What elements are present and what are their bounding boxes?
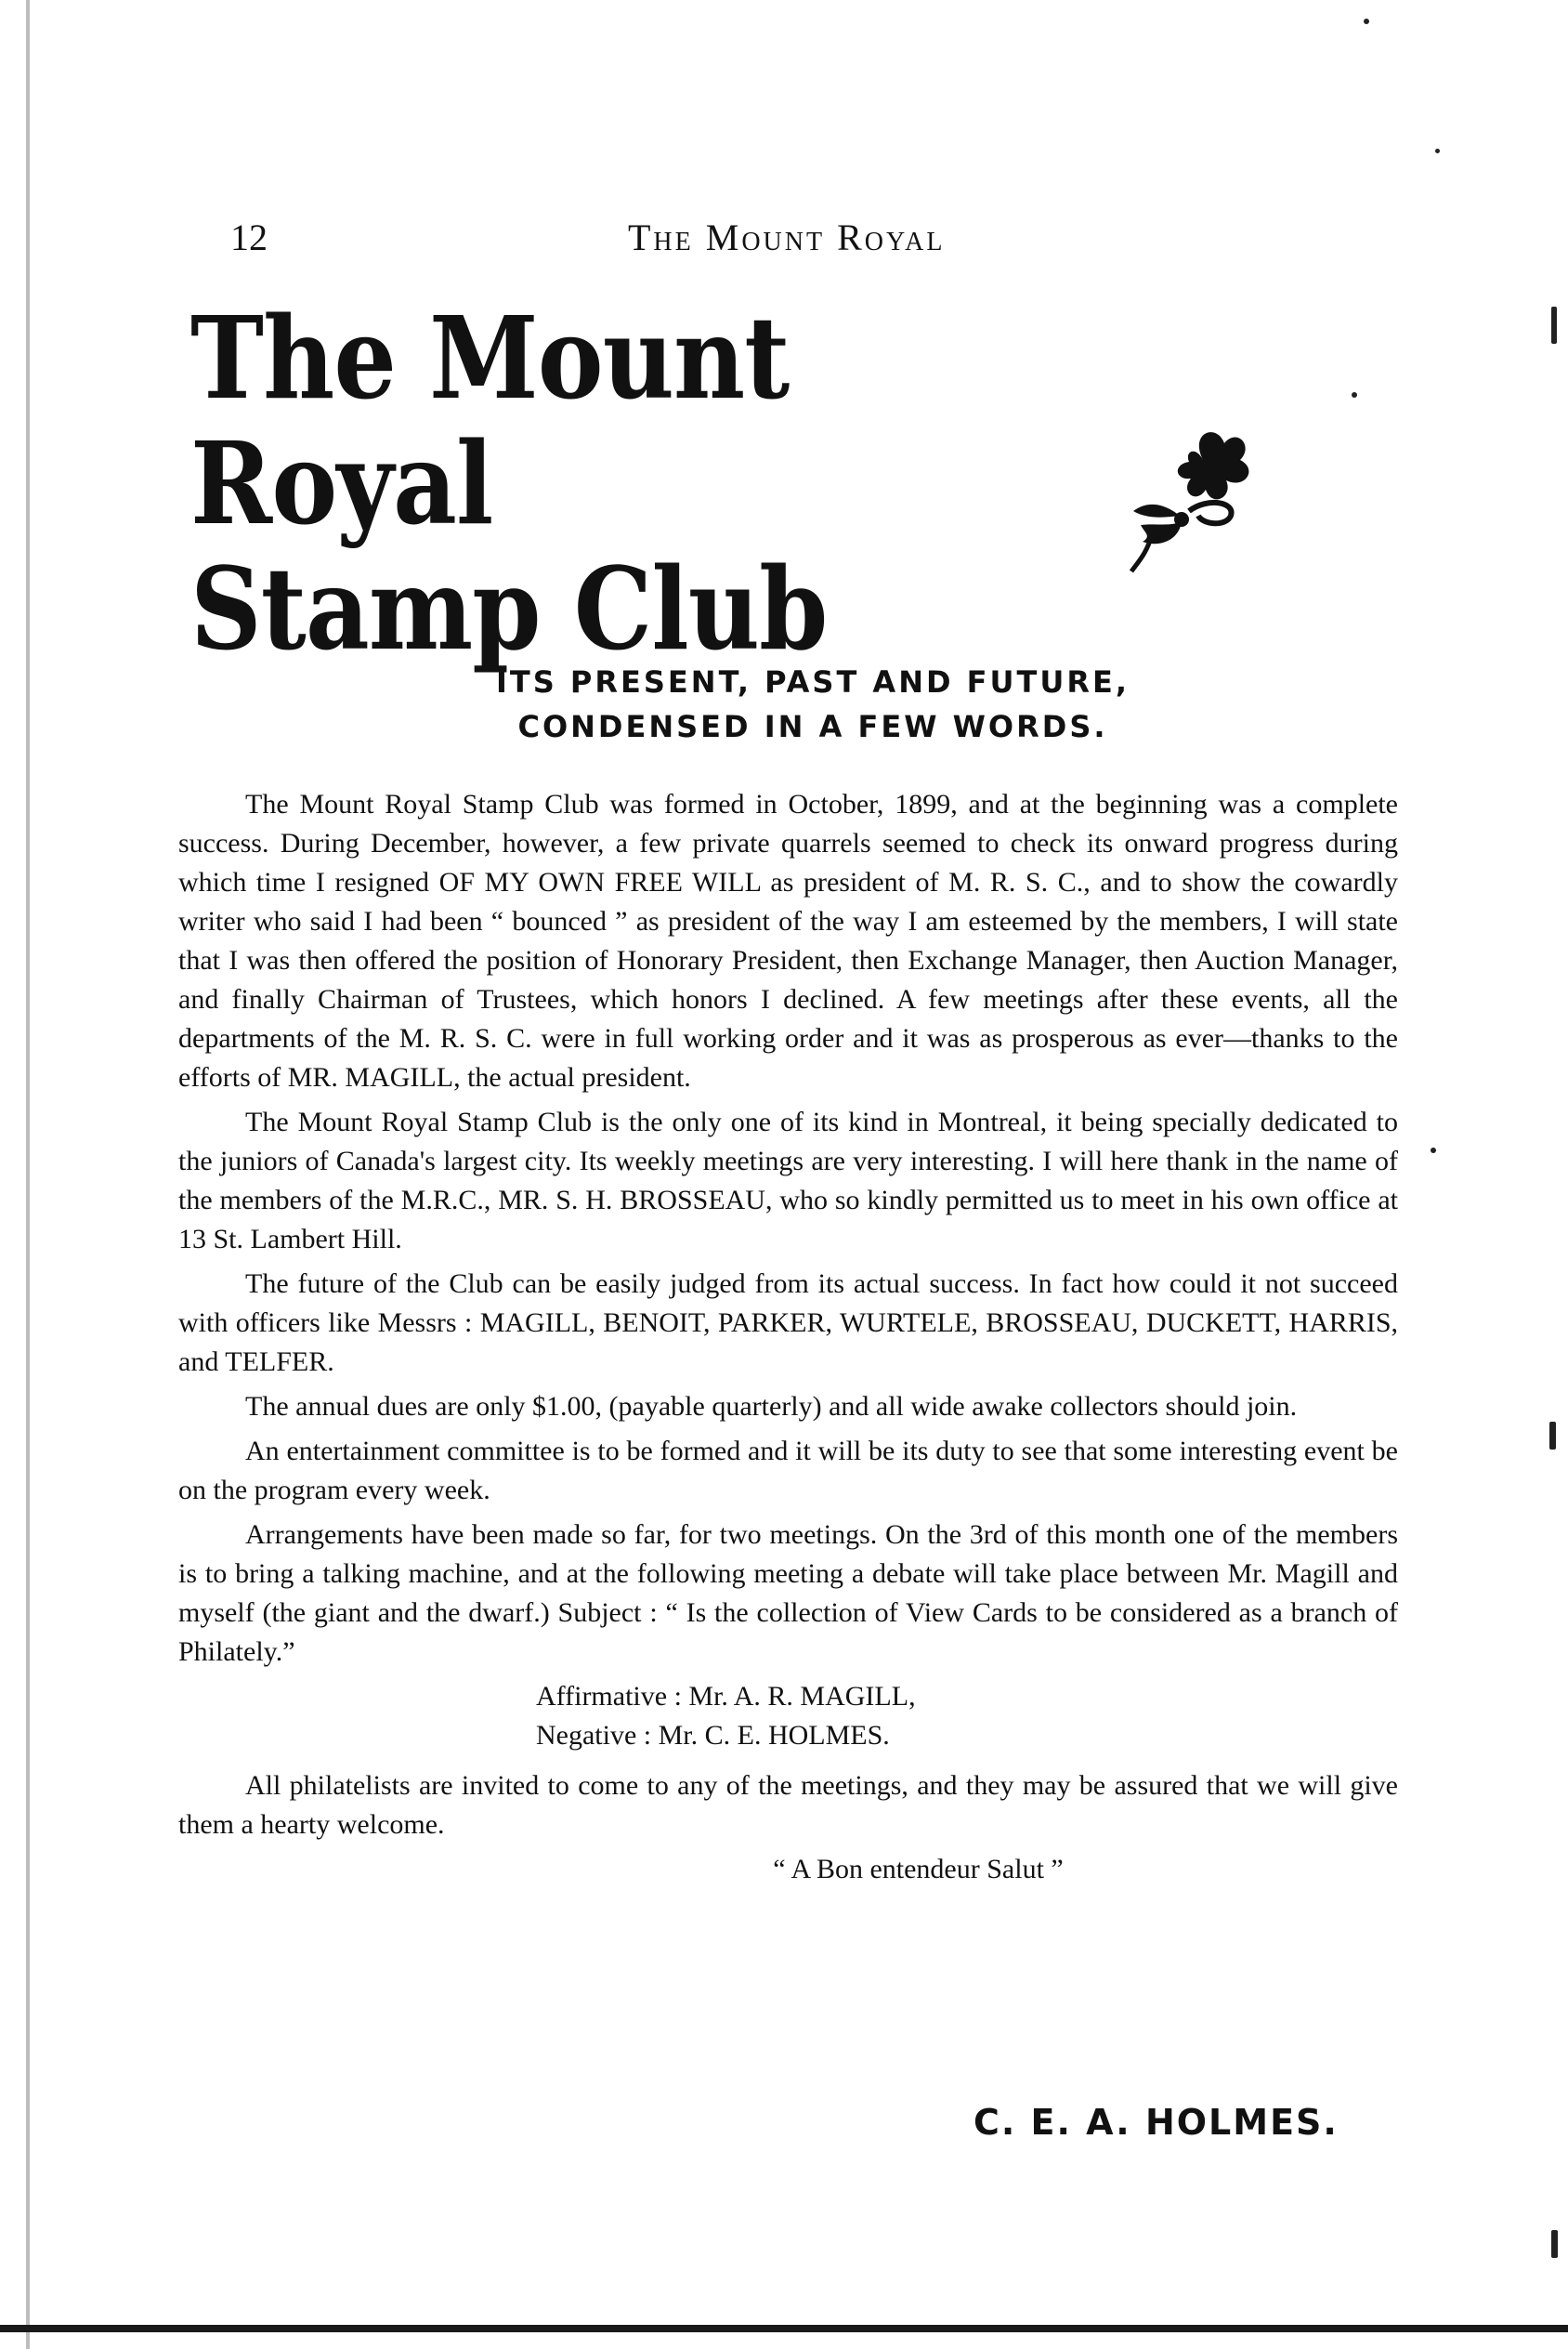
print-speck bbox=[1431, 1148, 1436, 1153]
paragraph-entertainment: An entertainment committee is to be formed and it will be its duty to see that some interesting event be on the program every week. bbox=[178, 1436, 1398, 1505]
print-speck bbox=[1435, 149, 1440, 153]
closing-motto: “ A Bon entendeur Salut ” bbox=[773, 1854, 1064, 1884]
title-line-1: The Mount Royal bbox=[190, 291, 790, 550]
page-number: 12 bbox=[230, 217, 268, 258]
paragraph-invitation: All philatelists are invited to come to any of the meetings, and they may be assured that we will give them a hearty welcome. bbox=[178, 1770, 1398, 1840]
subtitle-line-2: CONDENSED IN A FEW WORDS. bbox=[517, 709, 1108, 744]
page-edge-bottom bbox=[0, 2325, 1568, 2332]
title-line-2: Stamp Club bbox=[190, 542, 828, 676]
article-title bbox=[190, 291, 1023, 676]
debate-affirmative: Affirmative : Mr. A. R. MAGILL, bbox=[536, 1681, 916, 1712]
running-title: The Mount Royal bbox=[628, 217, 946, 258]
article-body bbox=[178, 785, 1398, 1889]
print-speck bbox=[1364, 19, 1369, 24]
running-header bbox=[0, 216, 1568, 271]
paragraph-dues: The annual dues are only $1.00, (payable quarterly) and all wide awake collectors should join. bbox=[245, 1391, 1298, 1422]
paragraph-future: The future of the Club can be easily judged from its actual success. In fact how could it not succeed with officers like Messrs : MAGILL, BENOIT, PARKER, WURTELE, BROSSEAU, DUCKETT, HARRIS, and TELFER. bbox=[178, 1268, 1398, 1377]
debate-sides bbox=[178, 1677, 1398, 1755]
paragraph-arrangements: Arrangements have been made so far, for two meetings. On the 3rd of this month one of the members is to bring a talking machine, and at the following meeting a debate will take place between Mr. Magill and myself (the giant and the dwarf.) Subject : “ Is the collection of View Cards to be considered as a branch of Philately.” bbox=[178, 1519, 1398, 1667]
subtitle-line-1: ITS PRESENT, PAST AND FUTURE, bbox=[496, 664, 1130, 700]
author-signature: C. E. A. HOLMES. bbox=[973, 2102, 1339, 2143]
article-subtitle bbox=[478, 660, 1147, 749]
print-speck bbox=[1551, 2230, 1558, 2258]
leaf-flourish-icon bbox=[1115, 423, 1263, 581]
page-edge-left bbox=[26, 0, 30, 2349]
debate-negative: Negative : Mr. C. E. HOLMES. bbox=[536, 1720, 890, 1751]
print-speck bbox=[1549, 1422, 1556, 1450]
print-speck bbox=[1352, 392, 1357, 398]
paragraph-about-club: The Mount Royal Stamp Club is the only one of its kind in Montreal, it being specially dedicated to the juniors of Canada's largest city. Its weekly meetings are very interesting. I will here thank in the name of the members of the M.R.C., MR. S. H. BROSSEAU, who so kindly permitted us to meet in his own office at 13 St. Lambert Hill. bbox=[178, 1107, 1398, 1254]
print-speck bbox=[1551, 307, 1557, 344]
paragraph-formation: The Mount Royal Stamp Club was formed in October, 1899, and at the beginning was a complete success. During December, however, a few private quarrels seemed to check its onward progress during which time I resigned OF MY OWN FREE WILL as president of M. R. S. C., and to show the cowardly writer who said I had been “ bounced ” as president of the way I am esteemed by the members, I will state that I was then offered the position of Honorary President, then Exchange Manager, then Auction Manager, and finally Chairman of Trustees, which honors I declined. A few meetings after these events, all the departments of the M. R. S. C. were in full working order and it was as prosperous as ever—thanks to the efforts of MR. MAGILL, the actual president. bbox=[178, 789, 1398, 1093]
